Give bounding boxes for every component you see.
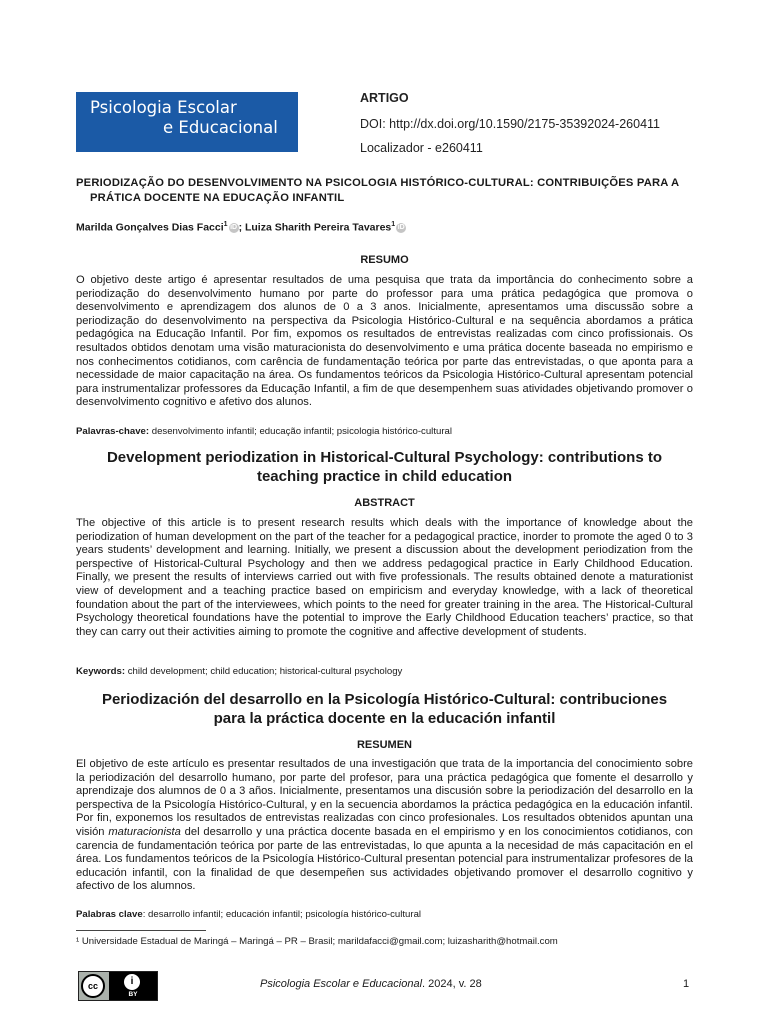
- title-es: Periodización del desarrollo en la Psicología Histórico-Cultural: contribuciones para la práctica docente en la educación infantil: [101, 691, 668, 727]
- resumen-text: El objetivo de este artículo es presentar resultados de una investigación que trata de la importancia del conocimiento sobre la periodización del desarrollo humano, por parte del profesor, para una práctica pedagógica que fomente el desarrollo y aprendizaje dos alumnos de 0 a 3 años. Inicialmente, presentamos una discusión sobre la periodización del desarrollo en la perspectiva de la Psicología Histórico-Cultural, y en la secuencia abordamos la práctica pedagógica en la educación infantil. Por fin, exponemos los resultados de entrevistas realizadas con cinco profesionales. Los resultados obtenidos apuntan una visión maturacionista del desarrollo y una práctica docente basada en el empirismo y en los conocimientos cotidianos, con carencia de fundamentación teórica por parte de las entrevistadas, lo que apunta a la necesidad de más capacitación en el área. Los fundamentos teóricos de la Psicología Histórico-Cultural presentan potencial para instrumentalizar profesores de la educación infantil, con la finalidad de que desempeñen sus actividades objetivando promover el desarrollo cognitivo y afectivo de los alumnos.: [76, 758, 693, 893]
- attribution-icon: i: [124, 974, 140, 990]
- logo-line2: e Educacional: [163, 118, 278, 137]
- orcid-icon[interactable]: iD: [397, 223, 405, 231]
- logo-line1: Psicologia Escolar: [90, 98, 237, 117]
- title-pt-line1: PERIODIZAÇÃO DO DESENVOLVIMENTO NA PSICOLOGIA HISTÓRICO-CULTURAL: CONTRIBUIÇÕES PARA A: [76, 177, 680, 189]
- resumo-text: O objetivo deste artigo é apresentar resultados de uma pesquisa que trata da importância do conhecimento sobre a periodização do desenvolvimento humano por parte do professor para uma prática pedagógica que promova o desenvolvimento e aprendizagem dos alunos de 0 a 3 anos. Inicialmente, apresentamos uma discussão sobre a periodização do desenvolvimento na perspectiva da Psicologia Histórico-Cultural e na sequência abordamos a prática pedagógica na Educação Infantil. Por fim, expomos os resultados de entrevistas realizadas com cinco profissionais. Os resultados obtidos denotam uma visão maturacionista do desenvolvimento e uma prática docente baseada no empirismo e nos conhecimentos cotidianos, com carência de fundamentação teórica por parte das entrevistadas, o que aponta para a necessidade de maior capacitação na área. Os fundamentos teóricos da Psicologia Histórico-Cultural apresentam potencial para instrumentalizar professores da Educação Infantil, a fim de que desempenhem suas atividades objetivando promover o desenvolvimento cognitivo e afetivo dos alunos.: [76, 274, 693, 409]
- article-meta: [360, 90, 660, 164]
- by-label: BY: [128, 991, 138, 998]
- resumo-heading: RESUMO: [360, 254, 409, 266]
- keywords-es: Palabras clave: desarrollo infantil; educación infantil; psicología histórico-cultural: [76, 909, 422, 920]
- authors: Marilda Gonçalves Dias Facci$^1$ iD ; Luiza Sharith Pereira Tavares$^1$ iD: [76, 221, 405, 234]
- resumen-heading: RESUMEN: [356, 739, 412, 751]
- footnote: ¹ Universidade Estadual de Maringá – Maringá – PR – Brasil; marildafacci@gmail.com; luizasharith@hotmail.com: [76, 936, 558, 947]
- keywords-pt: Palavras-chave: desenvolvimento infantil; educação infantil; psicologia histórico-cultural: [76, 426, 452, 437]
- title-pt-line2: PRÁTICA DOCENTE NA EDUCAÇÃO INFANTIL: [90, 192, 345, 204]
- article-type: ARTIGO: [360, 91, 409, 105]
- by-box: [109, 972, 157, 1000]
- keywords-en: Keywords: child development; child education; historical-cultural psychology: [76, 666, 403, 677]
- title-pt: [76, 176, 696, 206]
- abstract-heading: ABSTRACT: [354, 497, 415, 509]
- author-1: Marilda Gonçalves Dias Facci: [76, 221, 224, 234]
- doi-link[interactable]: DOI: http://dx.doi.org/10.1590/2175-35392024-260411: [360, 117, 660, 131]
- abstract-text: The objective of this article is to present research results which deals with the importance of knowledge about the periodization of human development on the part of the teacher for a pedagogical practice, inorder to promote the aged 0 to 3 years students’ development and learning. Initially, we present a discussion about the development periodization from the perspective of Historical-Cultural Psychology and then we address pedagogical practice in Early Childhood Education. Finally, we present the results of interviews carried out with five professionals. The results obtained denote a maturationist view of development and a teaching practice based on empiricism and everyday knowledge, with a lack of theoretical foundation about the part of the interviewees, which points to the need for greater training in the area. The Historical-Cultural Psychology theoretical foundations have the potential to improve the Early Childhood Education teachers’ practice, so that they can carry out their activities aiming to promote the cognitive and affective development of students.: [76, 517, 693, 638]
- cc-by-license-badge[interactable]: [78, 971, 158, 1001]
- footnote-divider: [76, 930, 206, 931]
- page-number: 1: [683, 978, 690, 990]
- locator: Localizador - e260411: [360, 141, 483, 155]
- title-en: Development periodization in Historical-Cultural Psychology: contributions to teaching practice in child education: [106, 449, 663, 485]
- journal-logo: [76, 92, 298, 152]
- author-2: Luiza Sharith Pereira Tavares: [244, 221, 392, 234]
- journal-citation: Psicologia Escolar e Educacional. 2024, v. 28: [260, 978, 482, 990]
- orcid-icon[interactable]: iD: [230, 223, 238, 231]
- cc-icon: cc: [81, 974, 105, 998]
